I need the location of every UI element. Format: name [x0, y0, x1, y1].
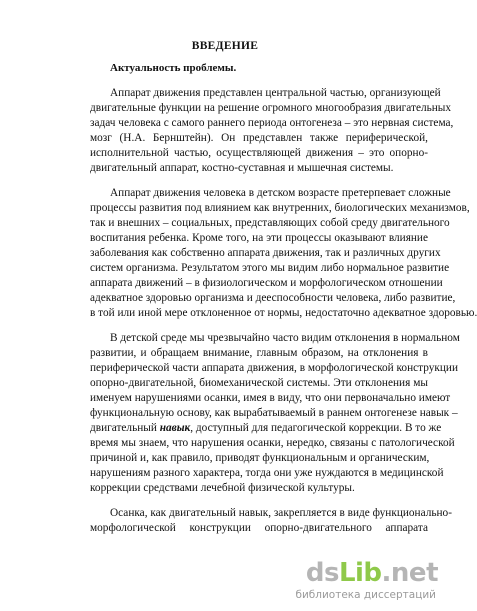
- watermark-net: .net: [381, 558, 438, 588]
- text-line: периферической части аппарата движения, в морфологической конструкции: [90, 362, 458, 374]
- text-line: аппарата движений – в физиологическом и морфологическом отношении: [90, 277, 443, 289]
- text-line: процессы развития под влиянием как внутренних, биологических механизмов,: [90, 202, 470, 214]
- text-line: мозг (Н.А. Бернштейн). Он представлен также периферической,: [90, 132, 428, 144]
- text-line: заболевания как собственно аппарата движения, так и различных других: [90, 247, 441, 259]
- text-line: функциональную основу, как вырабатываемый в раннем онтогенезе навык –: [90, 407, 458, 419]
- text-line: В детской среде мы чрезвычайно часто видим отклонения в нормальном: [110, 332, 460, 344]
- text-run: двигательный: [90, 422, 160, 434]
- text-line: адекватное здоровью организма и дееспособности человека, либо развитие,: [90, 292, 456, 304]
- text-line: морфологической конструкции опорно-двигательного аппарата: [90, 522, 428, 534]
- watermark-lib: Lib: [338, 558, 382, 588]
- text-line: воспитания ребенка. Кроме того, на эти процессы оказывают влияние: [90, 232, 428, 244]
- text-line: Аппарат движения человека в детском возрасте претерпевает сложные: [110, 187, 451, 199]
- text-line: нарушениям разного характера, тогда они уже нуждаются в медицинской: [90, 467, 444, 479]
- text-line: двигательные функции на решение огромного многообразия двигательных: [90, 102, 452, 114]
- text-line: систем организма. Результатом этого мы видим либо нормальное развитие: [90, 262, 450, 274]
- watermark: [295, 558, 438, 605]
- text-line: в той или иной мере отклоненное от нормы, недостаточно адекватное здоровью.: [90, 307, 477, 319]
- text-line: именуем нарушениями осанки, имея в виду, что они первоначально имеют: [90, 392, 451, 404]
- text-line: Осанка, как двигательный навык, закрепляется в виде функционально-: [110, 507, 452, 519]
- text-line: Аппарат движения представлен центральной частью, организующей: [110, 87, 441, 99]
- text-line: исполнительной частью, осуществляющей движения – это опорно-: [90, 147, 428, 159]
- text-run: , доступный для педагогической коррекции. В то же: [190, 422, 442, 434]
- text-line: двигательный аппарат, костно-суставная и мышечная системы.: [90, 162, 394, 174]
- text-line: причиной и, как правило, приводят функциональным и органическим,: [90, 452, 430, 464]
- text-line: задач человека с самого раннего периода онтогенеза – это нервная система,: [90, 117, 454, 129]
- watermark-logo: [306, 559, 438, 587]
- page-title: ВВЕДЕНИЕ: [191, 40, 259, 52]
- text-line: коррекции средствами лечебной физической культуры.: [90, 482, 355, 494]
- text-line: [90, 421, 442, 436]
- watermark-ds: ds: [305, 558, 339, 588]
- text-line: опорно-двигательной, биомеханической системы. Эти отклонения мы: [90, 377, 428, 389]
- text-line: развитии, и обращаем внимание, главным образом, на отклонения в: [90, 347, 428, 359]
- section-subtitle: Актуальность проблемы.: [110, 62, 237, 74]
- text-line: время мы знаем, что нарушения осанки, нередко, связаны с патологической: [90, 437, 455, 449]
- watermark-subtitle: библиотека диссертаций: [295, 589, 436, 601]
- emphasized-word: навык: [159, 422, 191, 434]
- text-line: так и внешних – социальных, представляющих собой среду двигательного: [90, 217, 450, 229]
